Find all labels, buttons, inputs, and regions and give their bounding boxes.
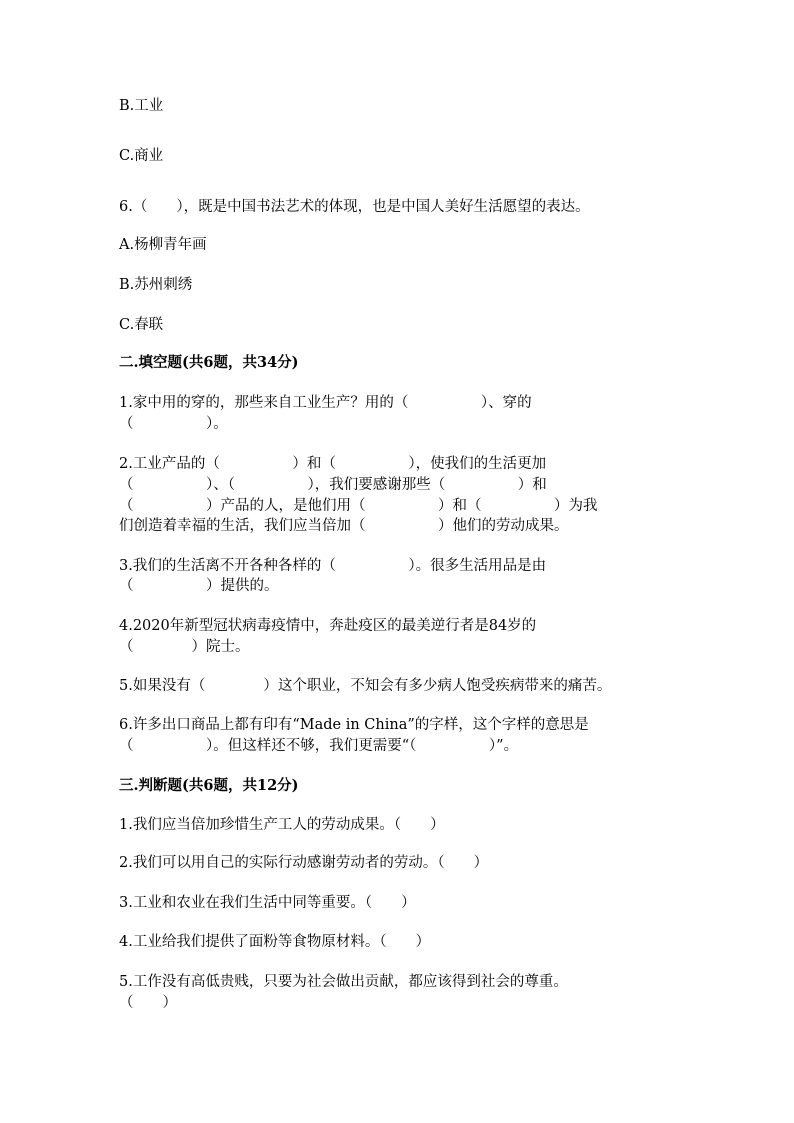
fill-q6-line1: 6.许多出口商品上都有印有“Made in China”的字样，这个字样的意思是: [119, 717, 589, 733]
judge-q3: 3.工业和农业在我们生活中同等重要。（ ）: [119, 895, 416, 911]
fill-q6-line2: （ ）。但这样还不够，我们更需要“（ ）”。: [119, 738, 519, 754]
question-6-stem: 6.（ ），既是中国书法艺术的体现，也是中国人美好生活愿望的表达。: [119, 199, 590, 215]
question-6-option-c: C.春联: [119, 317, 164, 333]
question-6-option-a: A.杨柳青年画: [119, 237, 207, 253]
judge-q5-line1: 5.工作没有高低贵贱，只要为社会做出贡献，都应该得到社会的尊重。: [119, 974, 568, 990]
judge-q1: 1.我们应当倍加珍惜生产工人的劳动成果。（ ）: [119, 817, 445, 833]
fill-q3-line1: 3.我们的生活离不开各种各样的（ ）。很多生活用品是由: [119, 558, 547, 574]
fill-q1-line1: 1.家中用的穿的，那些来自工业生产？用的（ ）、穿的: [119, 395, 532, 411]
section-fill-blank-heading: 二.填空题(共6题，共34分): [119, 354, 299, 371]
option-c-commerce: C.商业: [119, 148, 164, 164]
fill-q2-line1: 2.工业产品的（ ）和（ ），使我们的生活更加: [119, 456, 547, 472]
fill-q4-line2: （ ）院士。: [119, 639, 250, 655]
fill-q5: 5.如果没有（ ）这个职业，不知会有多少病人饱受疾病带来的痛苦。: [119, 678, 612, 694]
judge-q4: 4.工业给我们提供了面粉等食物原材料。（ ）: [119, 934, 431, 950]
option-b-industry: B.工业: [119, 98, 164, 114]
fill-q4-line1: 4.2020年新型冠状病毒疫情中，奔赴疫区的最美逆行者是84岁的: [119, 618, 537, 634]
fill-q3-line2: （ ）提供的。: [119, 578, 279, 594]
fill-q2-line3: （ ）产品的人，是他们用（ ）和（ ）为我: [119, 498, 598, 514]
fill-q1-line2: （ ）。: [119, 416, 228, 432]
section-true-false-heading: 三.判断题(共6题，共12分): [119, 777, 299, 794]
fill-q2-line2: （ ）、（ ），我们要感谢那些（ ）和: [119, 477, 547, 493]
fill-q2-line4: 们创造着幸福的生活，我们应当倍加（ ）他们的劳动成果。: [119, 518, 569, 534]
judge-q2: 2.我们可以用自己的实际行动感谢劳动者的劳动。（ ）: [119, 855, 489, 871]
judge-q5-line2: （ ）: [119, 995, 177, 1011]
question-6-option-b: B.苏州刺绣: [119, 277, 193, 293]
